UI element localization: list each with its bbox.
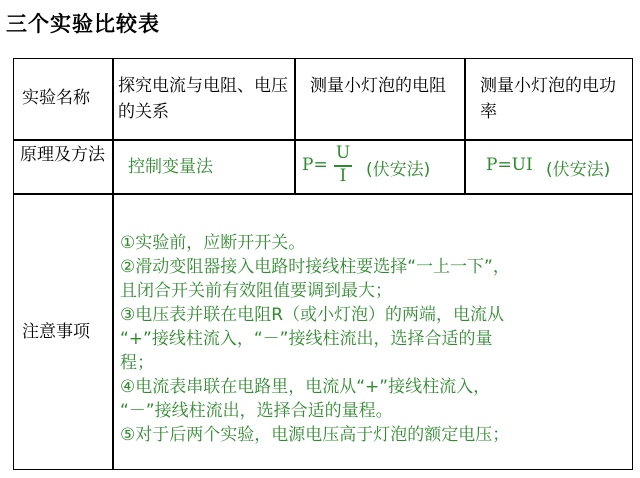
control-variable-method: 控制变量法 — [128, 157, 213, 177]
header-cell-experiment-name — [13, 58, 113, 140]
notes-label: 注意事项 — [22, 322, 90, 342]
note-line: ②滑动变阻器接入电路时接线柱要选择“一上一下”， — [120, 257, 510, 277]
formula-denominator: I — [339, 166, 347, 186]
header-cell-bulb-power — [465, 58, 633, 140]
note-line: ⑤对于后两个实验，电源电压高于灯泡的额定电压； — [120, 425, 510, 445]
formula-p-equals-ui: P=UI — [486, 155, 533, 175]
notes-list — [120, 231, 628, 447]
notes-content-cell — [113, 194, 633, 470]
resistance-method: (伏安法) — [366, 160, 431, 180]
principle-cell-power-formula — [465, 140, 633, 194]
comparison-table — [13, 58, 633, 470]
note-line: ①实验前，应断开开关。 — [120, 233, 306, 253]
principle-label-cell — [13, 140, 113, 194]
header-cell-bulb-resistance — [295, 58, 465, 140]
note-line: “－”接线柱流出，选择合适的量程。 — [120, 401, 393, 421]
header-label-bulb-resistance: 测量小灯泡的电阻 — [310, 76, 446, 96]
note-line: 且闭合开关前有效阻值要调到最大； — [120, 281, 392, 301]
header-label-experiment-name: 实验名称 — [22, 88, 90, 108]
principle-cell-resistance-formula — [295, 140, 465, 194]
power-method: (伏安法) — [546, 160, 611, 180]
note-line: “+”接线柱流入，“－”接线柱流出，选择合适的量 — [120, 329, 493, 349]
header-label-bulb-power: 测量小灯泡的电功率 — [480, 76, 616, 122]
formula-p-equals: P= — [302, 155, 328, 175]
header-label-current-resistance-voltage: 探究电流与电阻、电压的关系 — [118, 76, 288, 122]
principle-cell-control-variable — [113, 140, 295, 194]
page-title: 三个实验比较表 — [6, 12, 160, 36]
notes-label-cell — [13, 194, 113, 470]
note-line: ④电流表串联在电路里，电流从“+”接线柱流入， — [120, 377, 491, 397]
note-line: 程； — [120, 353, 154, 373]
note-line: ③电压表并联在电阻R（或小灯泡）的两端，电流从 — [120, 305, 505, 325]
principle-label: 原理及方法 — [20, 145, 105, 165]
header-cell-current-resistance-voltage — [113, 58, 295, 140]
formula-numerator: U — [335, 143, 351, 163]
